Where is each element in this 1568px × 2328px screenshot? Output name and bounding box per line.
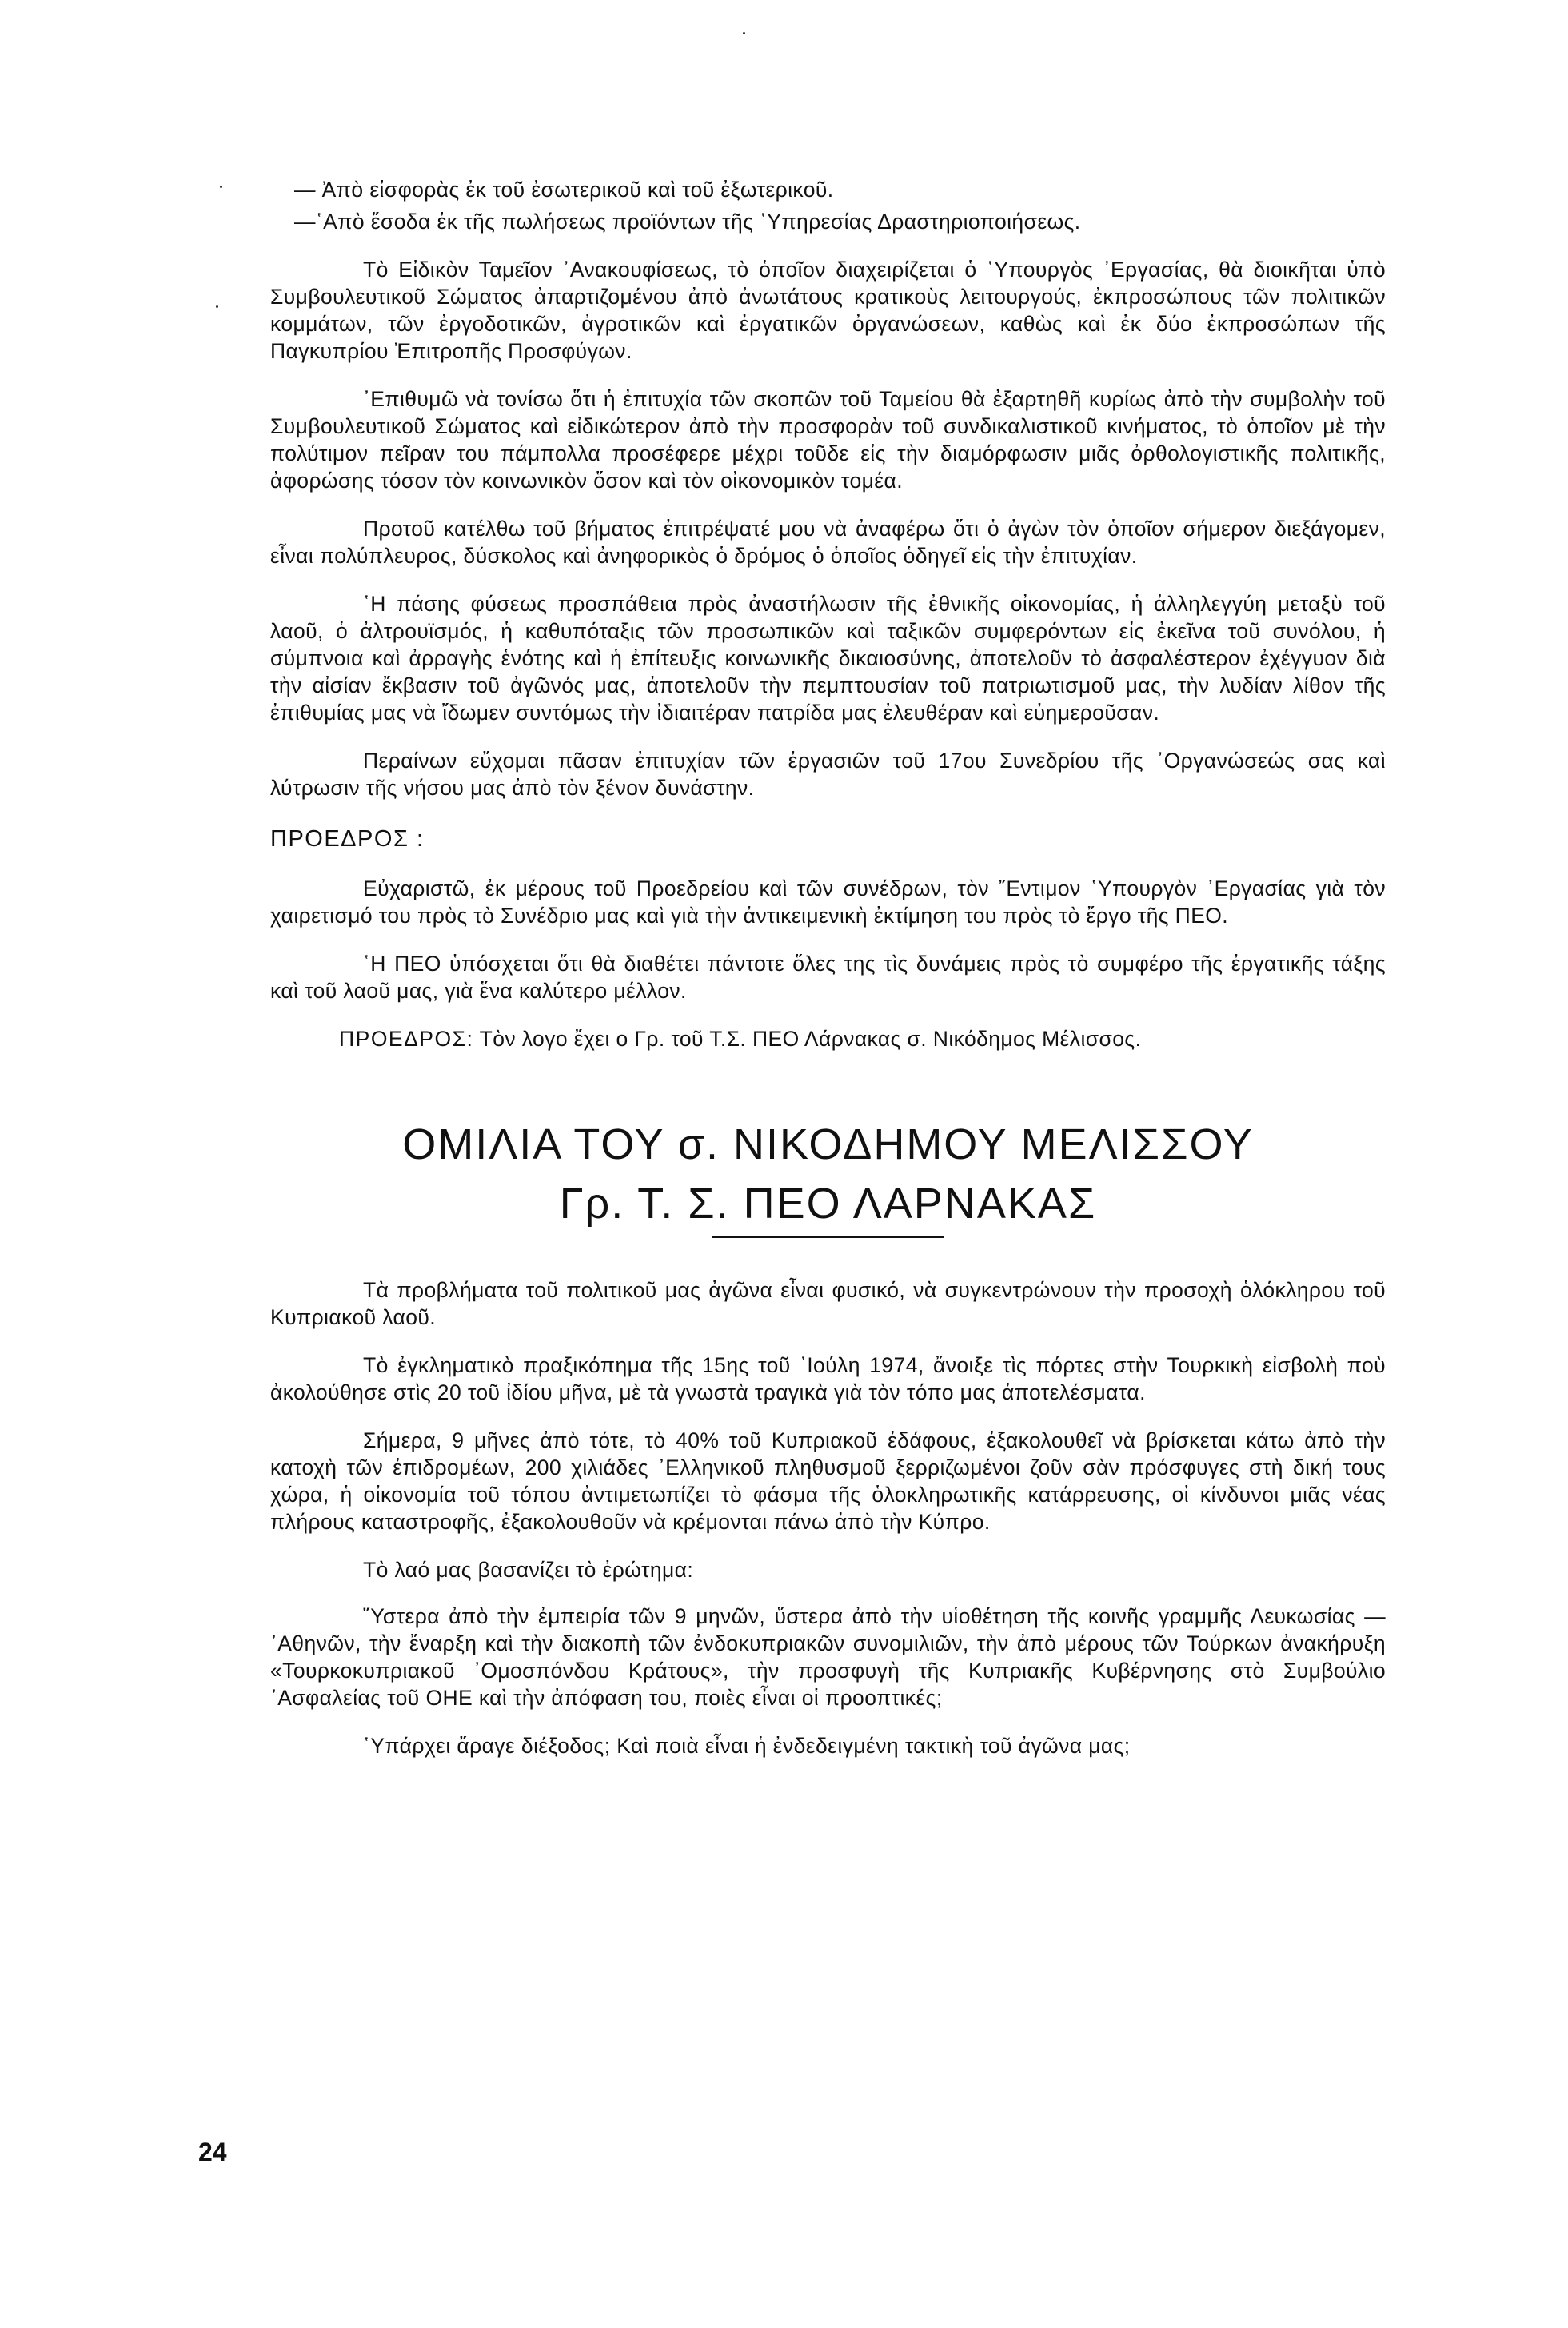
paragraph: Περαίνων εὔχομαι πᾶσαν ἐπιτυχίαν τῶν ἐργασιῶν τοῦ 17ου Συνεδρίου τῆς ᾿Οργανώσεώς σας καὶ λύτρωσιν τῆς νήσου μας ἀπὸ τὸν ξένον δυνάστην. xyxy=(270,749,1386,800)
list-item: — Ἀπὸ εἰσφορὰς ἐκ τοῦ ἐσωτερικοῦ καὶ τοῦ ἐξωτερικοῦ. xyxy=(294,178,834,202)
speaker-text: Τὸν λογο ἔχει ο Γρ. τοῦ Τ.Σ. ΠΕΟ Λάρνακας σ. Νικόδημος Μέλισσος. xyxy=(479,1027,1142,1051)
stray-mark xyxy=(743,32,745,34)
paragraph: ῾Η πάσης φύσεως προσπάθεια πρὸς ἀναστήλωσιν τῆς ἐθνικῆς οἰκονομίας, ἡ ἀλληλεγγύη μεταξὺ τοῦ λαοῦ, ὁ ἀλτρουϊσμός, ἡ καθυπόταξις τῶν προσωπικῶν καὶ ταξικῶν συμφερόντων εἰς ἐκεῖνα τοῦ συνόλου, ἡ σύμπνοια καὶ ἀρραγὴς ἑνότης καὶ ἡ ἐπίτευξις κοινωνικῆς δικαιοσύνης, ἀποτελοῦν τὸ ἀσφαλέστερον ἐχέγγυον διὰ τὴν αἰσίαν ἔκβασιν τοῦ ἀγῶνός μας, ἀποτελοῦν τὴν πεμπτουσίαν τοῦ πατριωτισμοῦ μας, τὴν λυδίαν λίθον τῆς ἐπιθυμίας μας νὰ ἴδωμεν συντόμως τὴν ἰδιαιτέραν πατρίδα μας ἐλευθέραν καὶ εὐημεροῦσαν. xyxy=(270,592,1386,725)
paragraph: ῞Υστερα ἀπὸ τὴν ἐμπειρία τῶν 9 μηνῶν, ὕστερα ἀπὸ τὴν υἱοθέτηση τῆς κοινῆς γραμμῆς Λευκωσίας — ᾿Αθηνῶν, τὴν ἔναρξη καὶ τὴν διακοπὴ τῶν ἐνδοκυπριακῶν συνομιλιῶν, τὴν ἀπὸ μέρους τῶν Τούρκων ἀνακήρυξη «Τουρκοκυπριακοῦ ᾿Ομοσπόνδου Κράτους», τὴν προσφυγὴ τῆς Κυπριακῆς Κυβέρνησης στὸ Συμβούλιο ᾿Ασφαλείας τοῦ ΟΗΕ καὶ τὴν ἀπόφαση του, ποιὲς εἶναι οἱ προοπτικές; xyxy=(270,1604,1386,1710)
document-page xyxy=(270,176,1386,1759)
paragraph: ῾Η ΠΕΟ ὑπόσχεται ὅτι θὰ διαθέτει πάντοτε ὅλες της τὶς δυνάμεις πρὸς τὸ συμφέρο τῆς ἐργατικῆς τάξης καὶ τοῦ λαοῦ μας, γιὰ ἕνα καλύτερο μέλλον. xyxy=(270,952,1386,1003)
speech-body xyxy=(270,1276,1386,1759)
paragraph: Προτοῦ κατέλθω τοῦ βήματος ἐπιτρέψατέ μου νὰ ἀναφέρω ὅτι ὁ ἀγὼν τὸν ὁποῖον σήμερον διεξάγομεν, εἶναι πολύπλευρος, δύσκολος καὶ ἀνηφορικὸς ὁ δρόμος ὁ ὁποῖος ὁδηγεῖ εἰς τὴν ἐπιτυχίαν. xyxy=(270,517,1386,568)
paragraph: Τὸ ἐγκληματικὸ πραξικόπημα τῆς 15ης τοῦ ᾿Ιούλη 1974, ἄνοιξε τὶς πόρτες στὴν Τουρκικὴ εἰσβολὴ ποὺ ἀκολούθησε στὶς 20 τοῦ ἰδίου μῆνα, μὲ τὰ γνωστὰ τραγικὰ γιὰ τὸν τόπο μας ἀποτελέσματα. xyxy=(270,1353,1386,1404)
list-item: —῾Απὸ ἔσοδα ἐκ τῆς πωλήσεως προϊόντων τῆς ῾Υπηρεσίας Δραστηριοποιήσεως. xyxy=(294,210,1081,234)
paragraph: Εὐχαριστῶ, ἐκ μέρους τοῦ Προεδρείου καὶ τῶν συνέδρων, τὸν ῎Εντιμον ῾Υπουργὸν ᾿Εργασίας γιὰ τὸν χαιρετισμό του πρὸς τὸ Συνέδριο μας καὶ γιὰ τὴν ἀντικειμενικὴ ἐκτίμηση του πρὸς τὸ ἔργο τῆς ΠΕΟ. xyxy=(270,876,1386,928)
stray-mark xyxy=(220,186,222,188)
speaker-line xyxy=(270,1025,1386,1052)
paragraph: Τὸ λαό μας βασανίζει τὸ ἐρώτημα: xyxy=(363,1558,694,1582)
paragraph: Τὸ Εἰδικὸν Ταμεῖον ᾿Ανακουφίσεως, τὸ ὁποῖον διαχειρίζεται ὁ ῾Υπουργὸς ᾿Εργασίας, θὰ διοικῆται ὑπὸ Συμβουλευτικοῦ Σώματος ἀπαρτιζομένου ἀπὸ ἀνωτάτους κρατικοὺς λειτουργούς, ἐκπροσώπους τῶν πολιτικῶν κομμάτων, τῶν ἐργοδοτικῶν, ἀγροτικῶν καὶ ἐργατικῶν ὀργανώσεων, καθὼς καὶ ἐκ δύο ἐκπροσώπων τῆς Παγκυπρίου Ἐπιτροπῆς Προσφύγων. xyxy=(270,258,1386,363)
paragraph: ῾Υπάρχει ἄραγε διέξοδος; Καὶ ποιὰ εἶναι ἡ ἐνδεδειγμένη τακτικὴ τοῦ ἀγῶνα μας; xyxy=(363,1734,1131,1758)
speaker-label: ΠΡΟΕΔΡΟΣ : xyxy=(270,826,425,852)
heading-underline xyxy=(712,1236,944,1238)
speaker-label: ΠΡΟΕΔΡΟΣ: xyxy=(339,1027,474,1051)
speech-heading xyxy=(270,1115,1386,1233)
heading-line-1: ΟΜΙΛΙΑ ΤΟΥ σ. ΝΙΚΟΔΗΜΟΥ ΜΕΛΙΣΣΟΥ xyxy=(402,1120,1254,1168)
paragraph: Τὰ προβλήματα τοῦ πολιτικοῦ μας ἀγῶνα εἶναι φυσικό, νὰ συγκεντρώνουν τὴν προσοχὴ ὁλόκληρου τοῦ Κυπριακοῦ λαοῦ. xyxy=(270,1278,1386,1329)
page-number: 24 xyxy=(198,2138,227,2166)
stray-mark xyxy=(216,305,218,308)
paragraph: ᾿Επιθυμῶ νὰ τονίσω ὅτι ἡ ἐπιτυχία τῶν σκοπῶν τοῦ Ταμείου θὰ ἐξαρτηθῆ κυρίως ἀπὸ τὴν συμβολὴν τοῦ Συμβουλευτικοῦ Σώματος καὶ εἰδικώτερον ἀπὸ τὴν προσφορὰν τοῦ συνδικαλιστικοῦ κινήματος, τὸ ὁποῖον μὲ τὴν πολύτιμον πεῖραν του πάμπολλα προσέφερε μέχρι τοῦδε εἰς τὴν διαμόρφωσιν μιᾶς ὀρθολογιστικῆς πολιτικῆς, ἀφορώσης τόσον τὸν κοινωνικὸν ὅσον καὶ τὸν οἰκονομικὸν τομέα. xyxy=(270,387,1386,493)
paragraph: Σήμερα, 9 μῆνες ἀπὸ τότε, τὸ 40% τοῦ Κυπριακοῦ ἐδάφους, ἐξακολουθεῖ νὰ βρίσκεται κάτω ἀπὸ τὴν κατοχὴ τῶν ἐπιδρομέων, 200 χιλιάδες ᾿Ελληνικοῦ πληθυσμοῦ ξερριζωμένοι ζοῦν σὰν πρόσφυγες στὴ δική τους χώρα, ἡ οἰκονομία τοῦ τόπου ἀντιμετωπίζει τὸ φάσμα τῆς ὁλοκληρωτικῆς κατάρρευσης, οἱ κίνδυνοι μιᾶς νέας πλήρους καταστροφῆς, ἐξακολουθοῦν νὰ κρέμονται πάνω ἀπὸ τὴν Κύπρο. xyxy=(270,1428,1386,1534)
heading-line-2: Γρ. Τ. Σ. ΠΕΟ ΛΑΡΝΑΚΑΣ xyxy=(559,1180,1097,1228)
